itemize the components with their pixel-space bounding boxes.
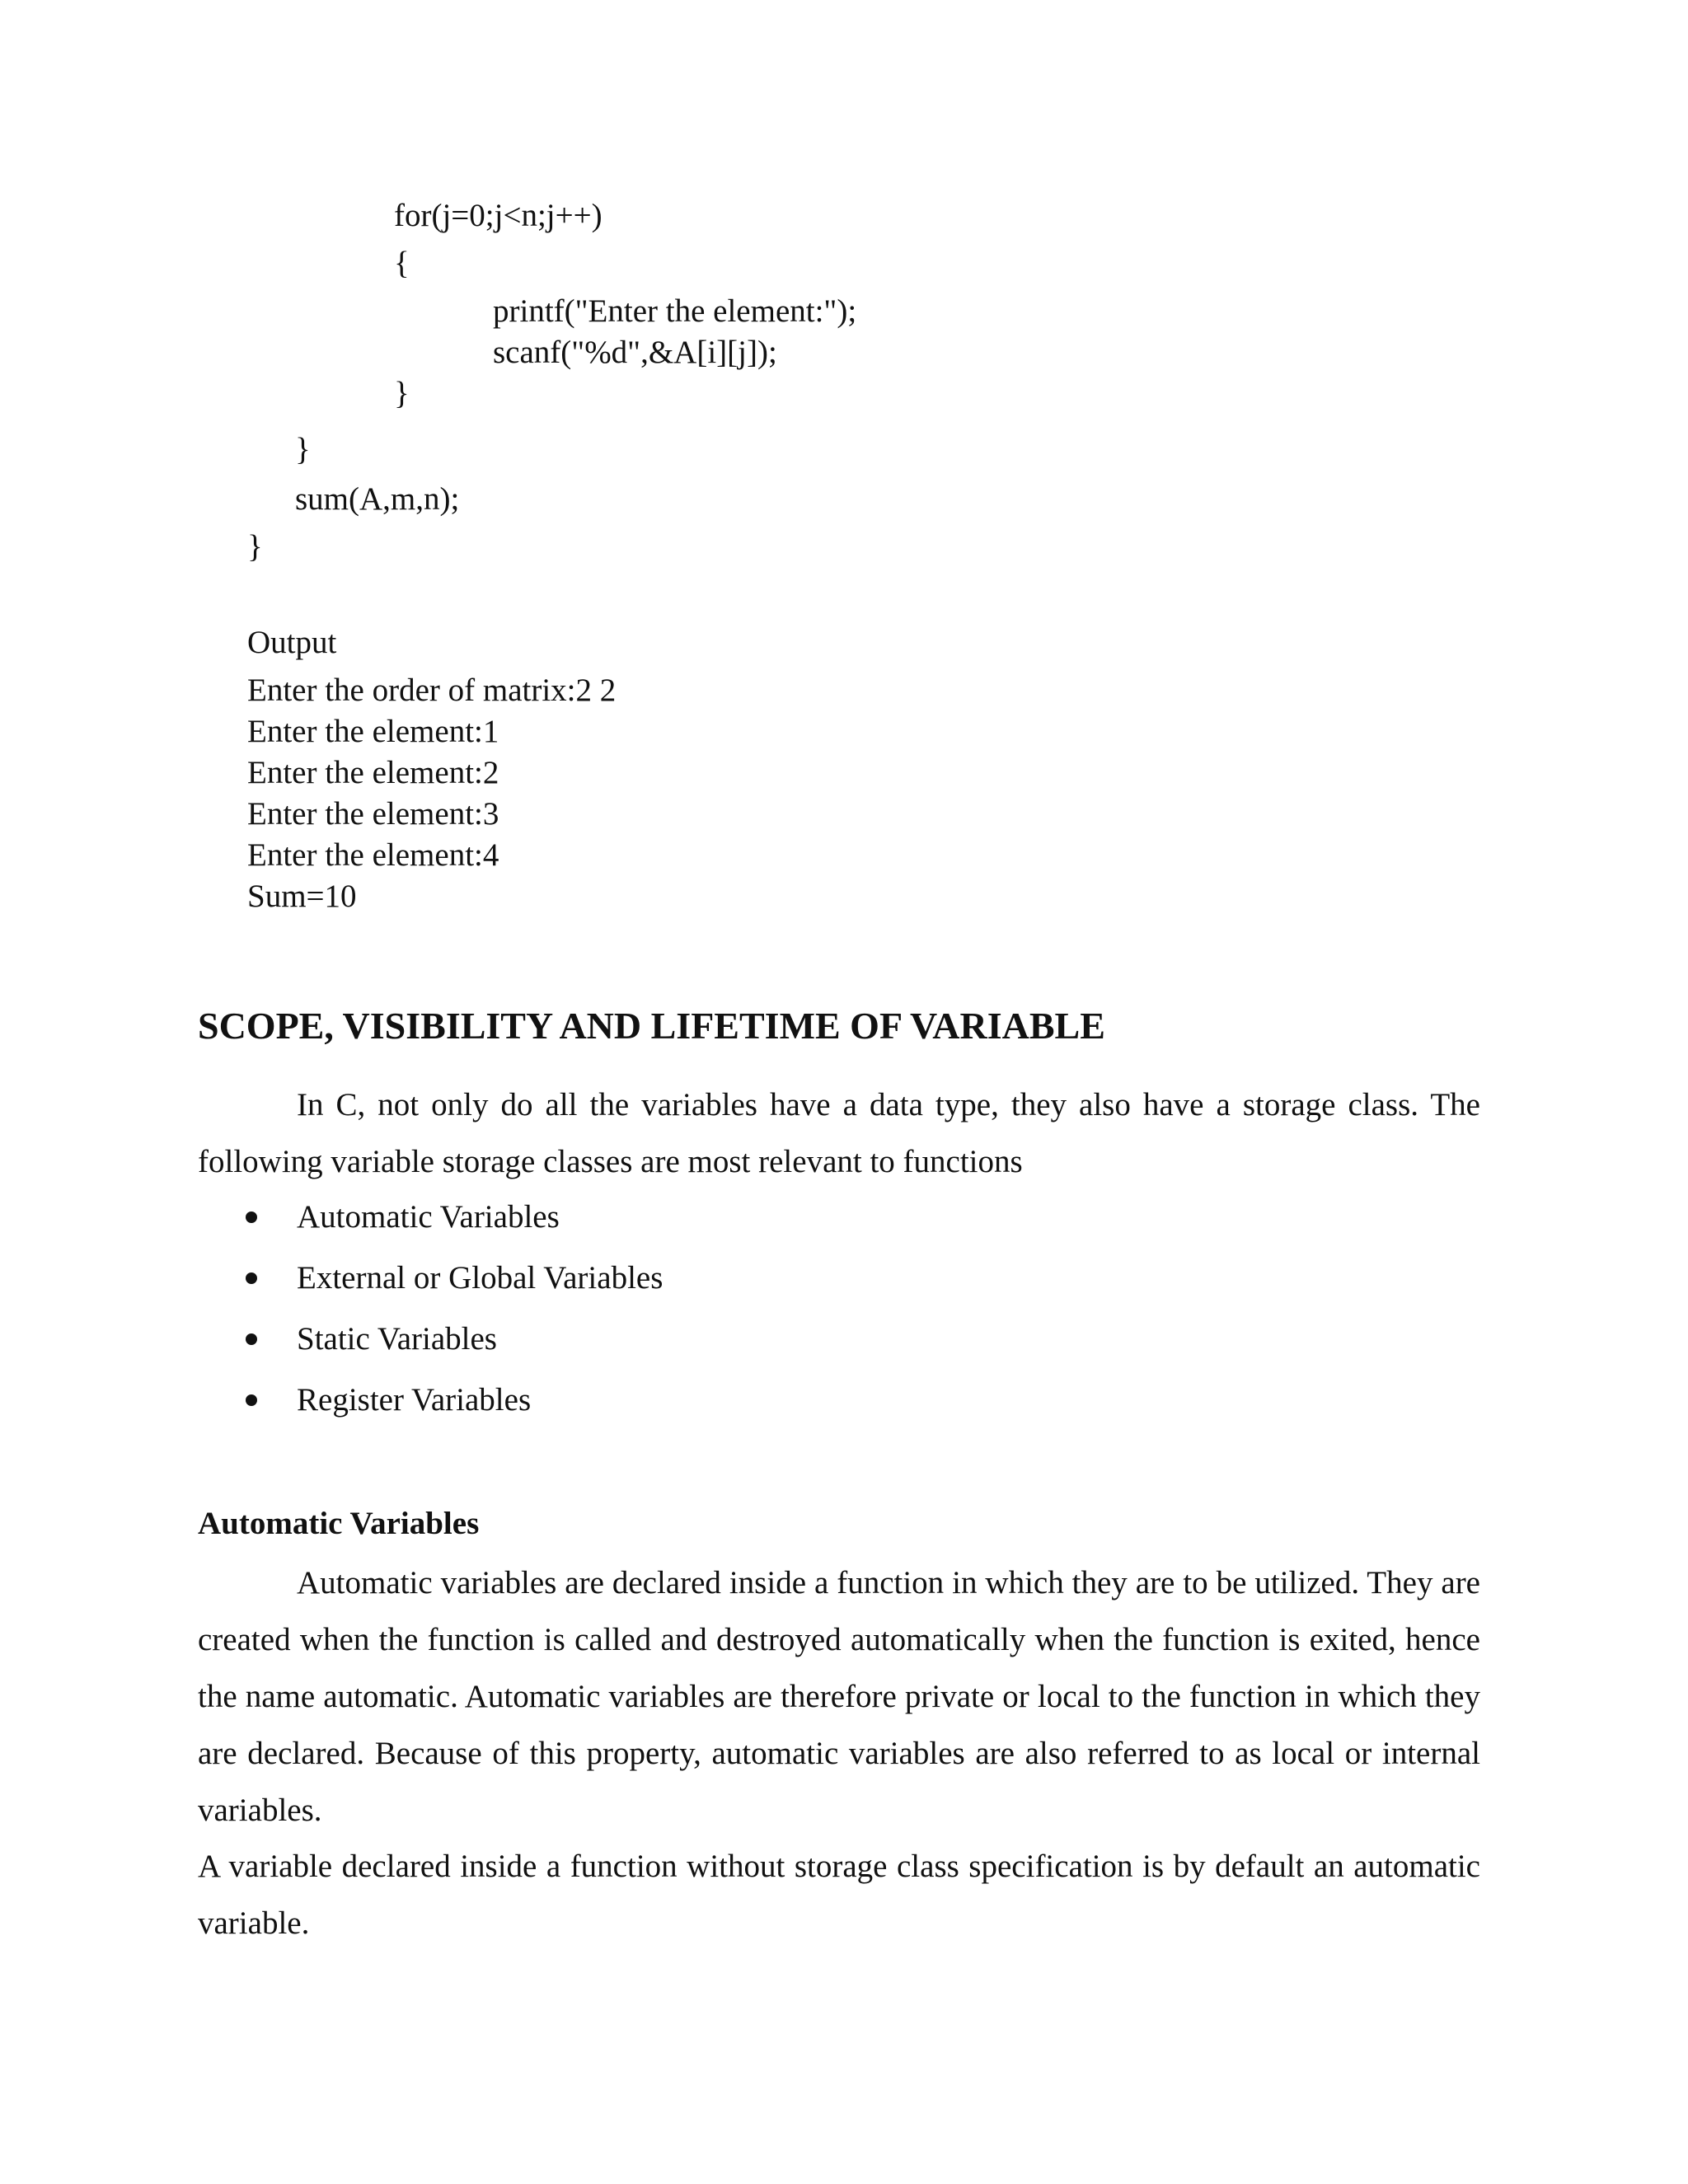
bullet-icon bbox=[246, 1272, 257, 1284]
code-line-close-main-brace: } bbox=[247, 529, 263, 565]
code-line-scanf: scanf("%d",&A[i][j]); bbox=[493, 335, 777, 370]
automatic-variables-paragraph: Automatic variables are declared inside a function in which they are to be utilized. They are created when the function is called and destroyed automatically when the function is exited, hence the name automatic. Automatic variables are therefore private or local to the function in which they are declared. Because of this property, automatic variables are also referred to as local or internal variables. bbox=[198, 1565, 1480, 1828]
list-item-label: Register Variables bbox=[297, 1382, 532, 1418]
code-line-open-brace: { bbox=[394, 246, 410, 281]
output-line: Enter the element:3 bbox=[247, 796, 499, 832]
output-label: Output bbox=[247, 625, 337, 660]
list-item-label: Automatic Variables bbox=[297, 1199, 560, 1235]
output-line: Enter the element:2 bbox=[247, 755, 499, 790]
bullet-icon bbox=[246, 1212, 257, 1223]
output-line: Enter the order of matrix:2 2 bbox=[247, 673, 617, 708]
output-line: Enter the element:4 bbox=[247, 837, 499, 873]
default-storage-paragraph: A variable declared inside a function without storage class specification is by default an automatic variable. bbox=[198, 1849, 1480, 1941]
code-line-close-inner-brace: } bbox=[394, 376, 410, 411]
bullet-icon bbox=[246, 1394, 257, 1406]
output-line: Sum=10 bbox=[247, 879, 357, 914]
list-item-label: External or Global Variables bbox=[297, 1260, 663, 1296]
section-heading: SCOPE, VISIBILITY AND LIFETIME OF VARIABLE bbox=[198, 1005, 1105, 1047]
code-line-close-outer-brace: } bbox=[295, 432, 311, 467]
bullet-icon bbox=[246, 1333, 257, 1345]
code-line-sum-call: sum(A,m,n); bbox=[295, 481, 460, 517]
automatic-variables-heading: Automatic Variables bbox=[198, 1506, 480, 1541]
code-line-printf: printf("Enter the element:"); bbox=[493, 293, 857, 329]
output-line: Enter the element:1 bbox=[247, 714, 499, 749]
intro-paragraph: In C, not only do all the variables have a data type, they also have a storage class. The following variable storage classes are most relevant to functions bbox=[198, 1087, 1480, 1179]
code-line-for-loop: for(j=0;j<n;j++) bbox=[394, 198, 603, 233]
list-item-label: Static Variables bbox=[297, 1321, 497, 1357]
